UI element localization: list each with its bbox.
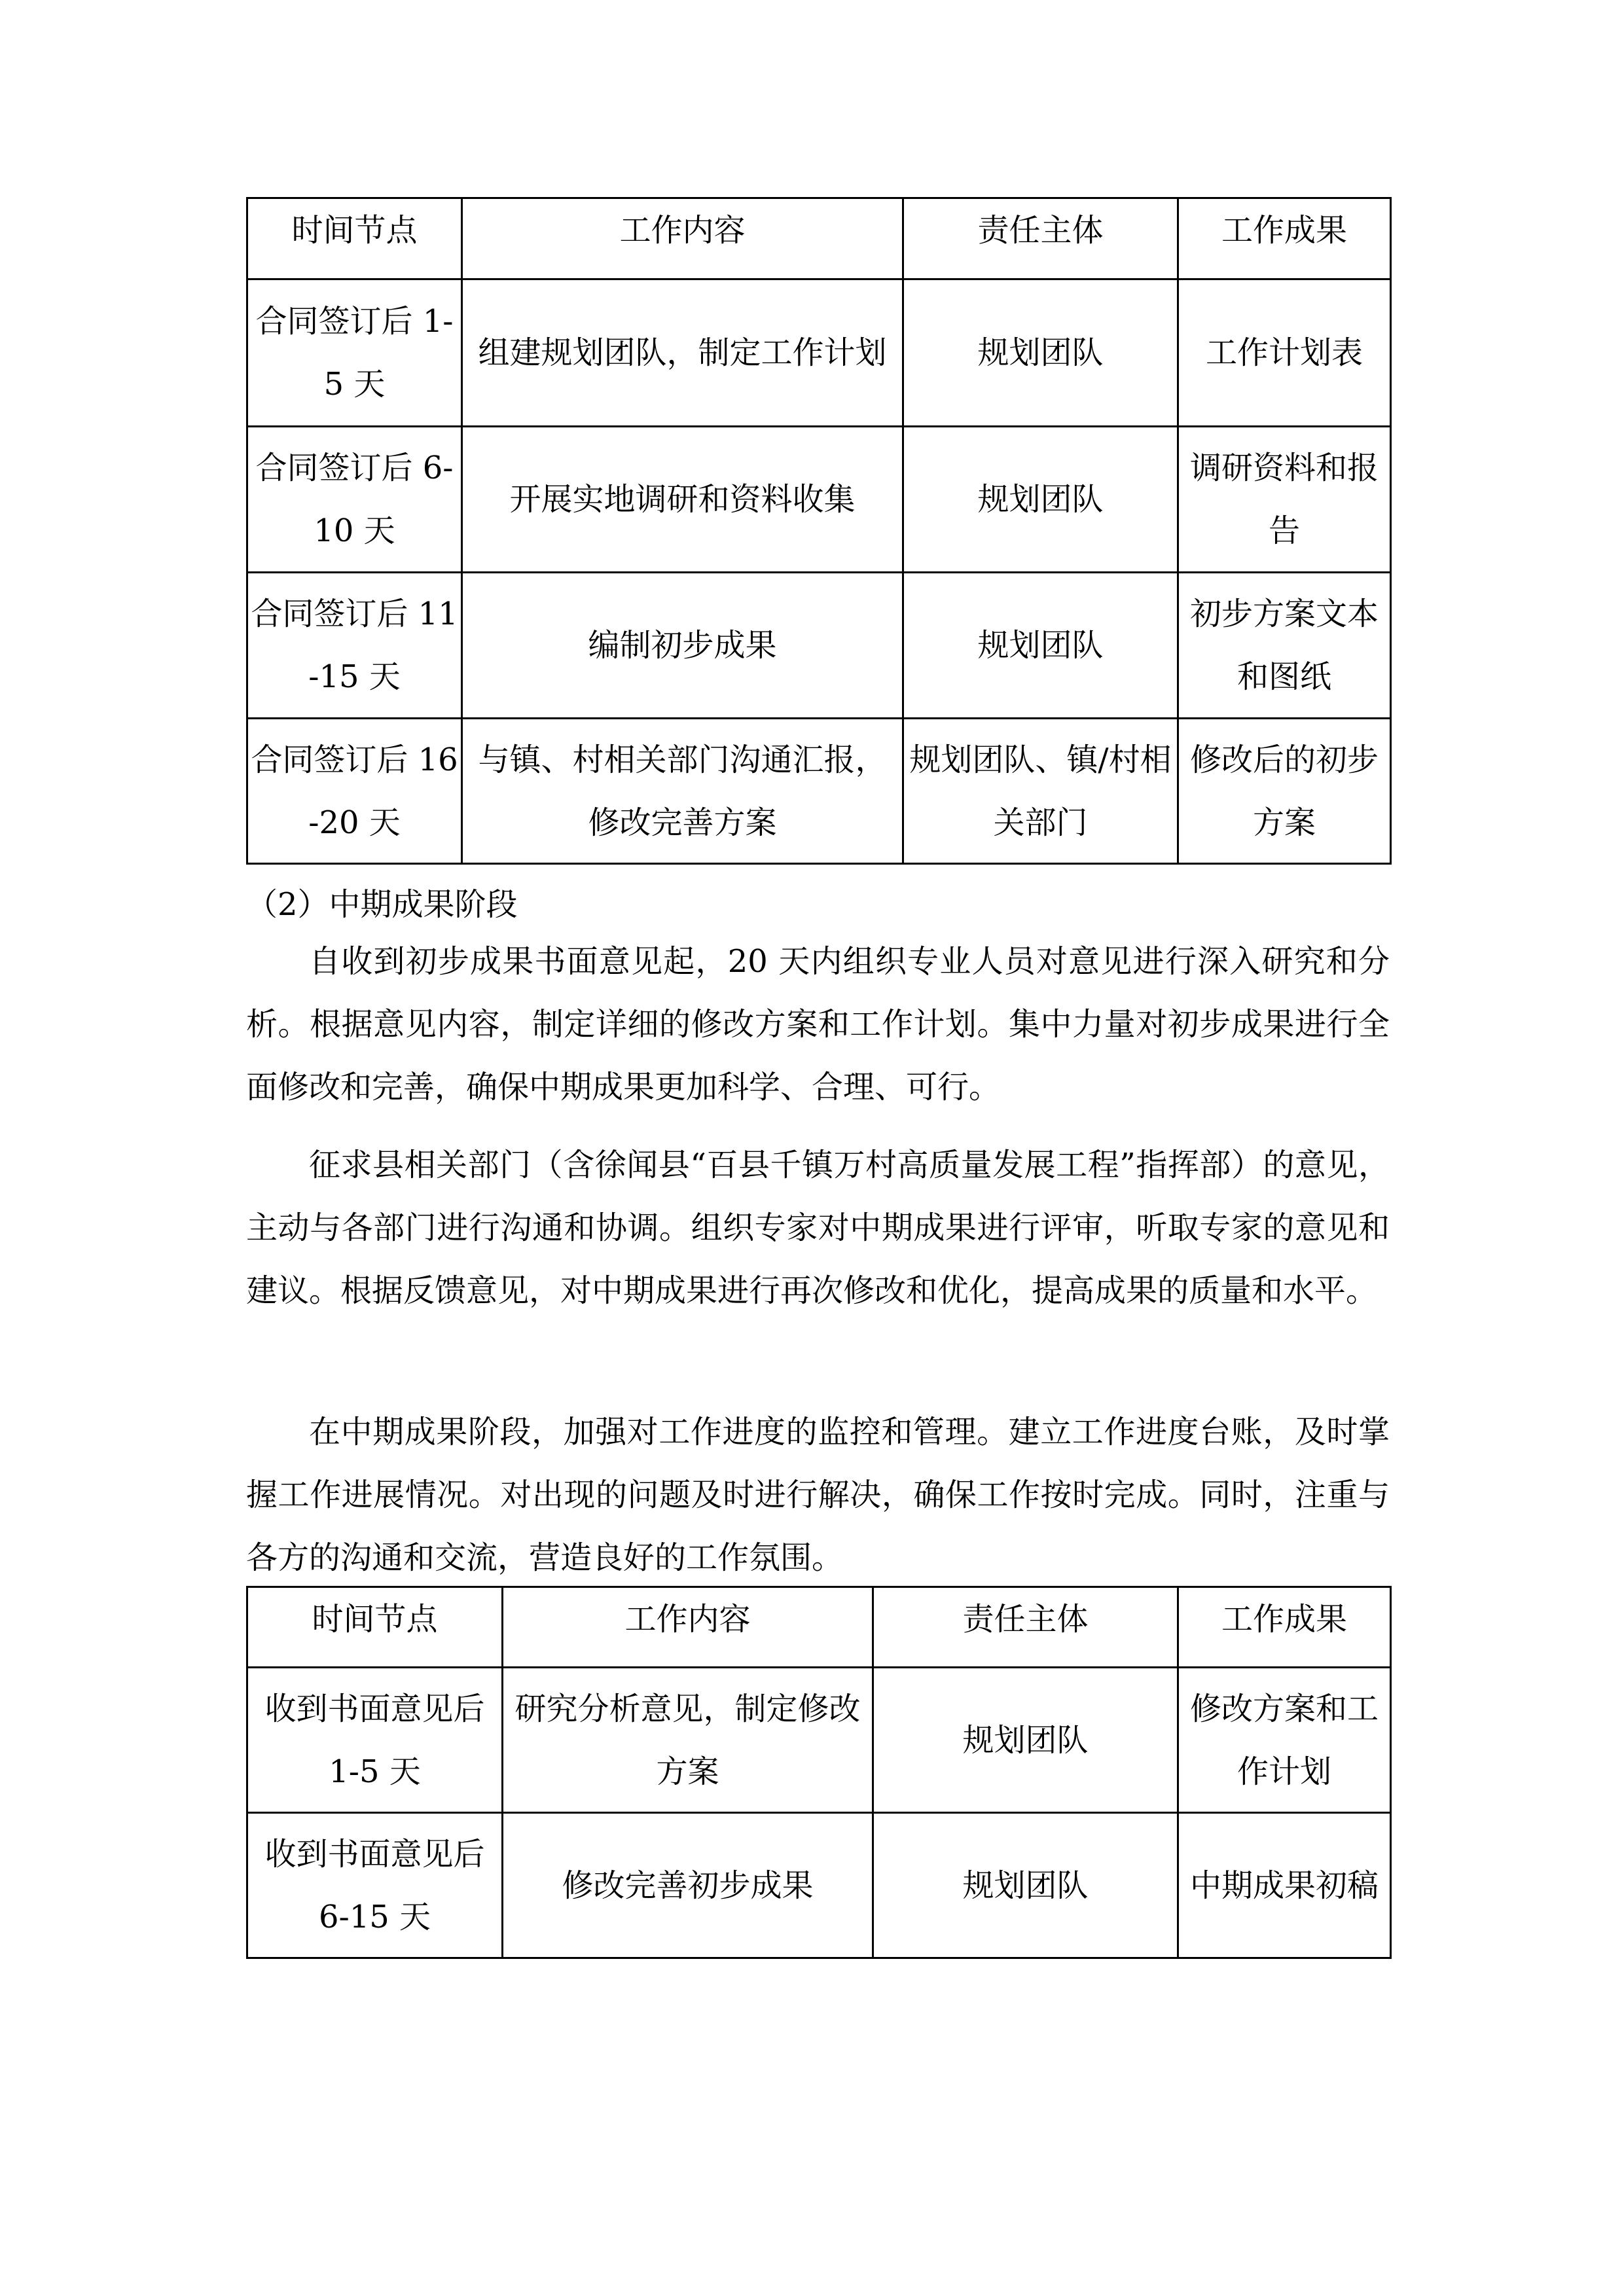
- header-cell-time: 时间节点: [247, 198, 462, 279]
- table-row: [247, 279, 1391, 427]
- table-row: [247, 1668, 1391, 1813]
- cell-content: 开展实地调研和资料收集: [462, 427, 903, 573]
- cell-time: 合同签订后 6-10 天: [247, 427, 462, 573]
- cell-result: 中期成果初稿: [1178, 1813, 1391, 1958]
- header-cell-result: 工作成果: [1178, 198, 1391, 279]
- cell-content: 修改完善初步成果: [503, 1813, 873, 1958]
- cell-result: 修改后的初步方案: [1178, 719, 1391, 864]
- header-cell-owner: 责任主体: [903, 198, 1178, 279]
- cell-owner: 规划团队: [903, 279, 1178, 427]
- cell-content: 组建规划团队，制定工作计划: [462, 279, 903, 427]
- cell-owner: 规划团队: [873, 1668, 1178, 1813]
- cell-owner: 规划团队、镇/村相关部门: [903, 719, 1178, 864]
- header-cell-content: 工作内容: [462, 198, 903, 279]
- paragraph: 自收到初步成果书面意见起，20 天内组织专业人员对意见进行深入研究和分析。根据意见内容，制定详细的修改方案和工作计划。集中力量对初步成果进行全面修改和完善，确保中期成果更加科学、合理、可行。: [246, 943, 1390, 1105]
- cell-time: 收到书面意见后 1-5 天: [247, 1668, 503, 1813]
- cell-owner: 规划团队: [873, 1813, 1178, 1958]
- table-header-row: [247, 198, 1391, 279]
- cell-content: 与镇、村相关部门沟通汇报，修改完善方案: [462, 719, 903, 864]
- cell-owner: 规划团队: [903, 427, 1178, 573]
- cell-time: 合同签订后 11-15 天: [247, 573, 462, 719]
- section-title: （2）中期成果阶段: [246, 886, 518, 923]
- paragraph: 在中期成果阶段，加强对工作进度的监控和管理。建立工作进度台账，及时掌握工作进展情况。对出现的问题及时进行解决，确保工作按时完成。同时，注重与各方的沟通和交流，营造良好的工作氛围。: [246, 1414, 1390, 1576]
- header-cell-time: 时间节点: [247, 1587, 503, 1668]
- cell-result: 修改方案和工作计划: [1178, 1668, 1391, 1813]
- paragraph: 征求县相关部门（含徐闻县“百县千镇万村高质量发展工程”指挥部）的意见，主动与各部门进行沟通和协调。组织专家对中期成果进行评审，听取专家的意见和建议。根据反馈意见，对中期成果进行再次修改和优化，提高成果的质量和水平。: [246, 1147, 1390, 1309]
- schedule-table-midterm: [246, 1586, 1392, 1959]
- table-header-row: [247, 1587, 1391, 1668]
- cell-result: 调研资料和报告: [1178, 427, 1391, 573]
- cell-content: 编制初步成果: [462, 573, 903, 719]
- cell-content: 研究分析意见，制定修改方案: [503, 1668, 873, 1813]
- cell-time: 合同签订后 16-20 天: [247, 719, 462, 864]
- table-row: [247, 573, 1391, 719]
- header-cell-owner: 责任主体: [873, 1587, 1178, 1668]
- table-row: [247, 1813, 1391, 1958]
- cell-result: 工作计划表: [1178, 279, 1391, 427]
- schedule-table-initial: [246, 197, 1392, 865]
- cell-time: 收到书面意见后 6-15 天: [247, 1813, 503, 1958]
- cell-result: 初步方案文本和图纸: [1178, 573, 1391, 719]
- cell-time: 合同签订后 1-5 天: [247, 279, 462, 427]
- header-cell-content: 工作内容: [503, 1587, 873, 1668]
- header-cell-result: 工作成果: [1178, 1587, 1391, 1668]
- cell-owner: 规划团队: [903, 573, 1178, 719]
- table-row: [247, 427, 1391, 573]
- table-row: [247, 719, 1391, 864]
